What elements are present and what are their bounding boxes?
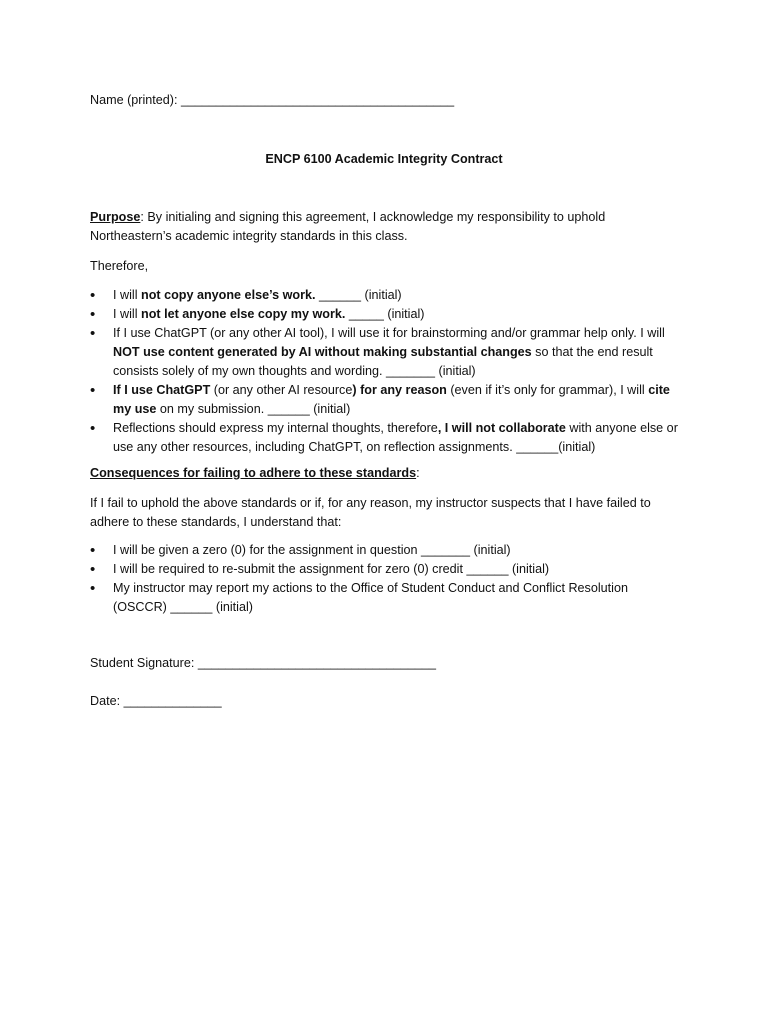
pledge-list <box>90 286 680 457</box>
consequences-intro: If I fail to uphold the above standards or if, for any reason, my instructor suspects that I have failed to adhere to these standards, I understand that: <box>90 496 651 529</box>
consequences-list <box>90 541 680 617</box>
pledge-item-ai-usage: • If I use ChatGPT (or any other AI tool), I will use it for brainstorming and/or grammar help only. I will NOT use content generated by AI without making substantial changes so that the end result consists solely of my own thoughts and wording. _______ (initial) <box>90 324 680 381</box>
consequences-heading: Consequences for failing to adhere to these standards: <box>90 466 420 480</box>
name-printed-line: Name (printed): _______________________________________ <box>90 93 455 107</box>
pledge-item-reflections: • Reflections should express my internal thoughts, therefore, I will not collaborate with anyone else or use any other resources, including ChatGPT, on reflection assignments. ______(initial) <box>90 419 680 457</box>
purpose-paragraph <box>90 208 680 246</box>
purpose-text: : By initialing and signing this agreement, I acknowledge my responsibility to uphold Northeastern’s academic integrity standards in this class. <box>90 210 606 243</box>
consequence-item: • I will be required to re-submit the assignment for zero (0) credit ______ (initial) <box>90 560 680 579</box>
student-signature-line: Student Signature: __________________________________ <box>90 656 436 670</box>
pledge-item-cite-ai: • If I use ChatGPT (or any other AI resource) for any reason (even if it’s only for grammar), I will cite my use on my submission. ______ (initial) <box>90 381 680 419</box>
purpose-label: Purpose <box>90 210 141 224</box>
pledge-item-no-copy: • I will not copy anyone else’s work. ______ (initial) <box>90 286 680 305</box>
document-title: ENCP 6100 Academic Integrity Contract <box>265 152 503 166</box>
date-line: Date: ______________ <box>90 694 222 708</box>
therefore-line: Therefore, <box>90 259 149 273</box>
consequence-item: • My instructor may report my actions to the Office of Student Conduct and Conflict Resolution (OSCCR) ______ (initial) <box>90 579 680 617</box>
consequence-item: • I will be given a zero (0) for the assignment in question _______ (initial) <box>90 541 680 560</box>
pledge-item-no-let-copy: • I will not let anyone else copy my work. _____ (initial) <box>90 305 680 324</box>
